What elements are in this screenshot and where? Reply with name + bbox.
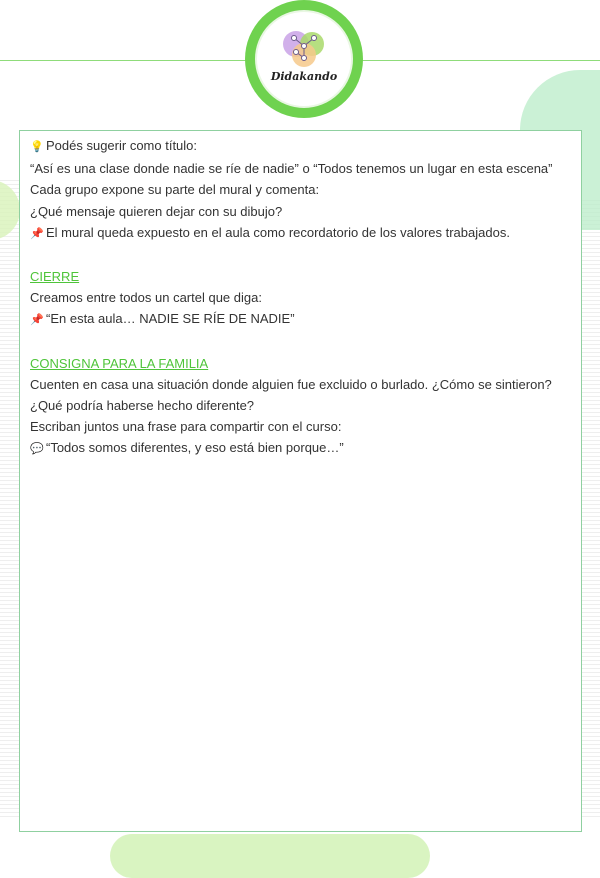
brand-logo (245, 0, 363, 118)
logo-graphic-icon (274, 26, 334, 70)
cierre-poster-line: 📌 “En esta aula… NADIE SE RÍE DE NADIE” (30, 308, 571, 331)
suggestion-line: 💡 Podés sugerir como título: (30, 135, 571, 158)
decorative-blob-bottom (110, 834, 430, 878)
familia-line: Cuenten en casa una situación donde alguien fue excluido o burlado. ¿Cómo se sintieron? (30, 376, 552, 392)
content-card (19, 130, 582, 832)
pushpin-icon: 📌 (30, 314, 44, 327)
newspaper-texture-right (582, 200, 600, 820)
familia-phrase-line: 💬 “Todos somos diferentes, y eso está bien porque…” (30, 437, 571, 460)
section-heading-familia: CONSIGNA PARA LA FAMILIA (30, 355, 209, 371)
speech-bubble-icon: 💬 (30, 443, 44, 456)
familia-line: Escriban juntos una frase para compartir con el curso: (30, 419, 342, 435)
light-bulb-icon: 💡 (30, 141, 44, 153)
familia-line: ¿Qué podría haberse hecho diferente? (30, 398, 255, 414)
title-suggestions: “Así es una clase donde nadie se ríe de nadie” o “Todos tenemos un lugar en esta escena” (30, 161, 553, 177)
section-heading-cierre: CIERRE (30, 269, 80, 285)
group-exposition: Cada grupo expone su parte del mural y comenta: (30, 182, 320, 198)
question-message: ¿Qué mensaje quieren dejar con su dibujo? (30, 203, 283, 219)
mural-note: 📌 El mural queda expuesto en el aula como recordatorio de los valores trabajados. (30, 222, 571, 245)
pushpin-icon: 📌 (30, 227, 44, 240)
cierre-line: Creamos entre todos un cartel que diga: (30, 290, 262, 306)
logo-text: Didakando (270, 70, 338, 83)
